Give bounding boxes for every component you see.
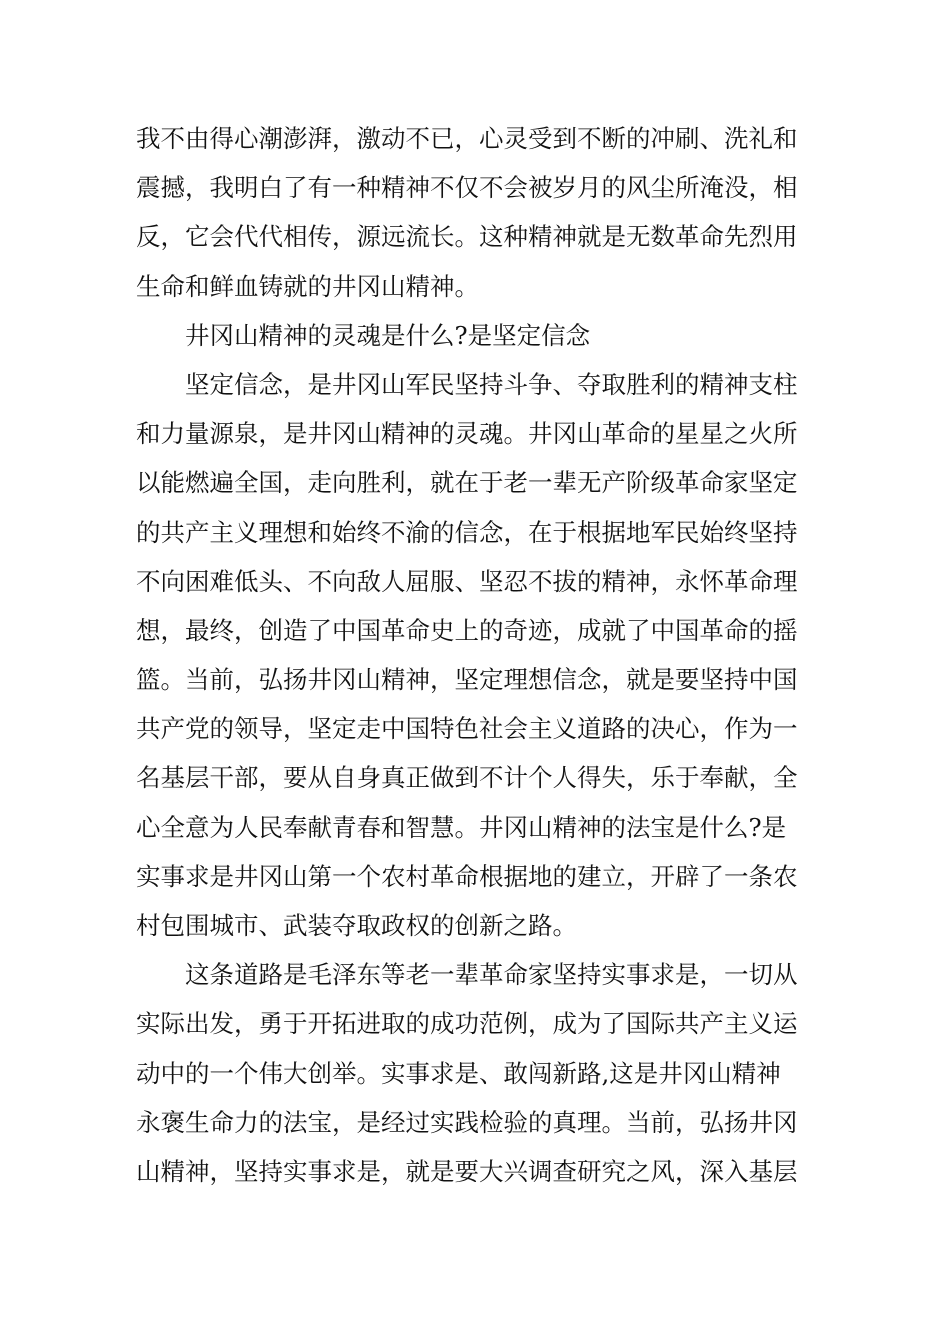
text-line: 实事求是井冈山第一个农村革命根据地的建立，开辟了一条农 <box>136 861 798 891</box>
text-line: 山精神，坚持实事求是，就是要大兴调查研究之风，深入基层 <box>136 1156 798 1186</box>
text-line: 想，最终，创造了中国革命史上的奇迹，成就了中国革命的摇 <box>136 615 798 645</box>
text-line: 的共产主义理想和始终不渝的信念，在于根据地军民始终坚持 <box>136 517 798 547</box>
text-line: 永褒生命力的法宝，是经过实践检验的真理。当前，弘扬井冈 <box>136 1107 798 1137</box>
text-line: 不向困难低头、不向敌人屈服、坚忍不拔的精神，永怀革命理 <box>136 566 798 596</box>
text-line: 共产党的领导，坚定走中国特色社会主义道路的决心，作为一 <box>136 714 798 744</box>
text-line: 名基层干部，要从自身真正做到不计个人得失，乐于奉献，全 <box>136 763 798 793</box>
text-line: 心全意为人民奉献青春和智慧。井冈山精神的法宝是什么?是 <box>136 812 787 842</box>
paragraph-first-line: 这条道路是毛泽东等老一辈革命家坚持实事求是，一切从 <box>185 960 798 990</box>
text-line: 反，它会代代相传，源远流长。这种精神就是无数革命先烈用 <box>136 222 798 252</box>
text-line: 村包围城市、武装夺取政权的创新之路。 <box>136 911 577 940</box>
text-line: 和力量源泉，是井冈山精神的灵魂。井冈山革命的星星之火所 <box>136 419 798 449</box>
text-line: 震撼，我明白了有一种精神不仅不会被岁月的风尘所淹没，相 <box>136 173 798 203</box>
text-line: 篮。当前，弘扬井冈山精神，坚定理想信念，就是要坚持中国 <box>136 665 798 695</box>
section-heading: 井冈山精神的灵魂是什么?是坚定信念 <box>185 320 591 350</box>
paragraph-first-line: 坚定信念，是井冈山军民坚持斗争、夺取胜利的精神支柱 <box>185 369 798 399</box>
body-text <box>136 114 826 1196</box>
text-line: 以能燃遍全国，走向胜利，就在于老一辈无产阶级革命家坚定 <box>136 468 798 498</box>
text-line: 动中的一个伟大创举。实事求是、敢闯新路,这是井冈山精神 <box>136 1058 781 1088</box>
text-line: 实际出发，勇于开拓进取的成功范例，成为了国际共产主义运 <box>136 1009 798 1039</box>
text-line: 生命和鲜血铸就的井冈山精神。 <box>136 271 479 301</box>
text-line: 我不由得心潮澎湃，激动不已，心灵受到不断的冲刷、洗礼和 <box>136 124 798 153</box>
